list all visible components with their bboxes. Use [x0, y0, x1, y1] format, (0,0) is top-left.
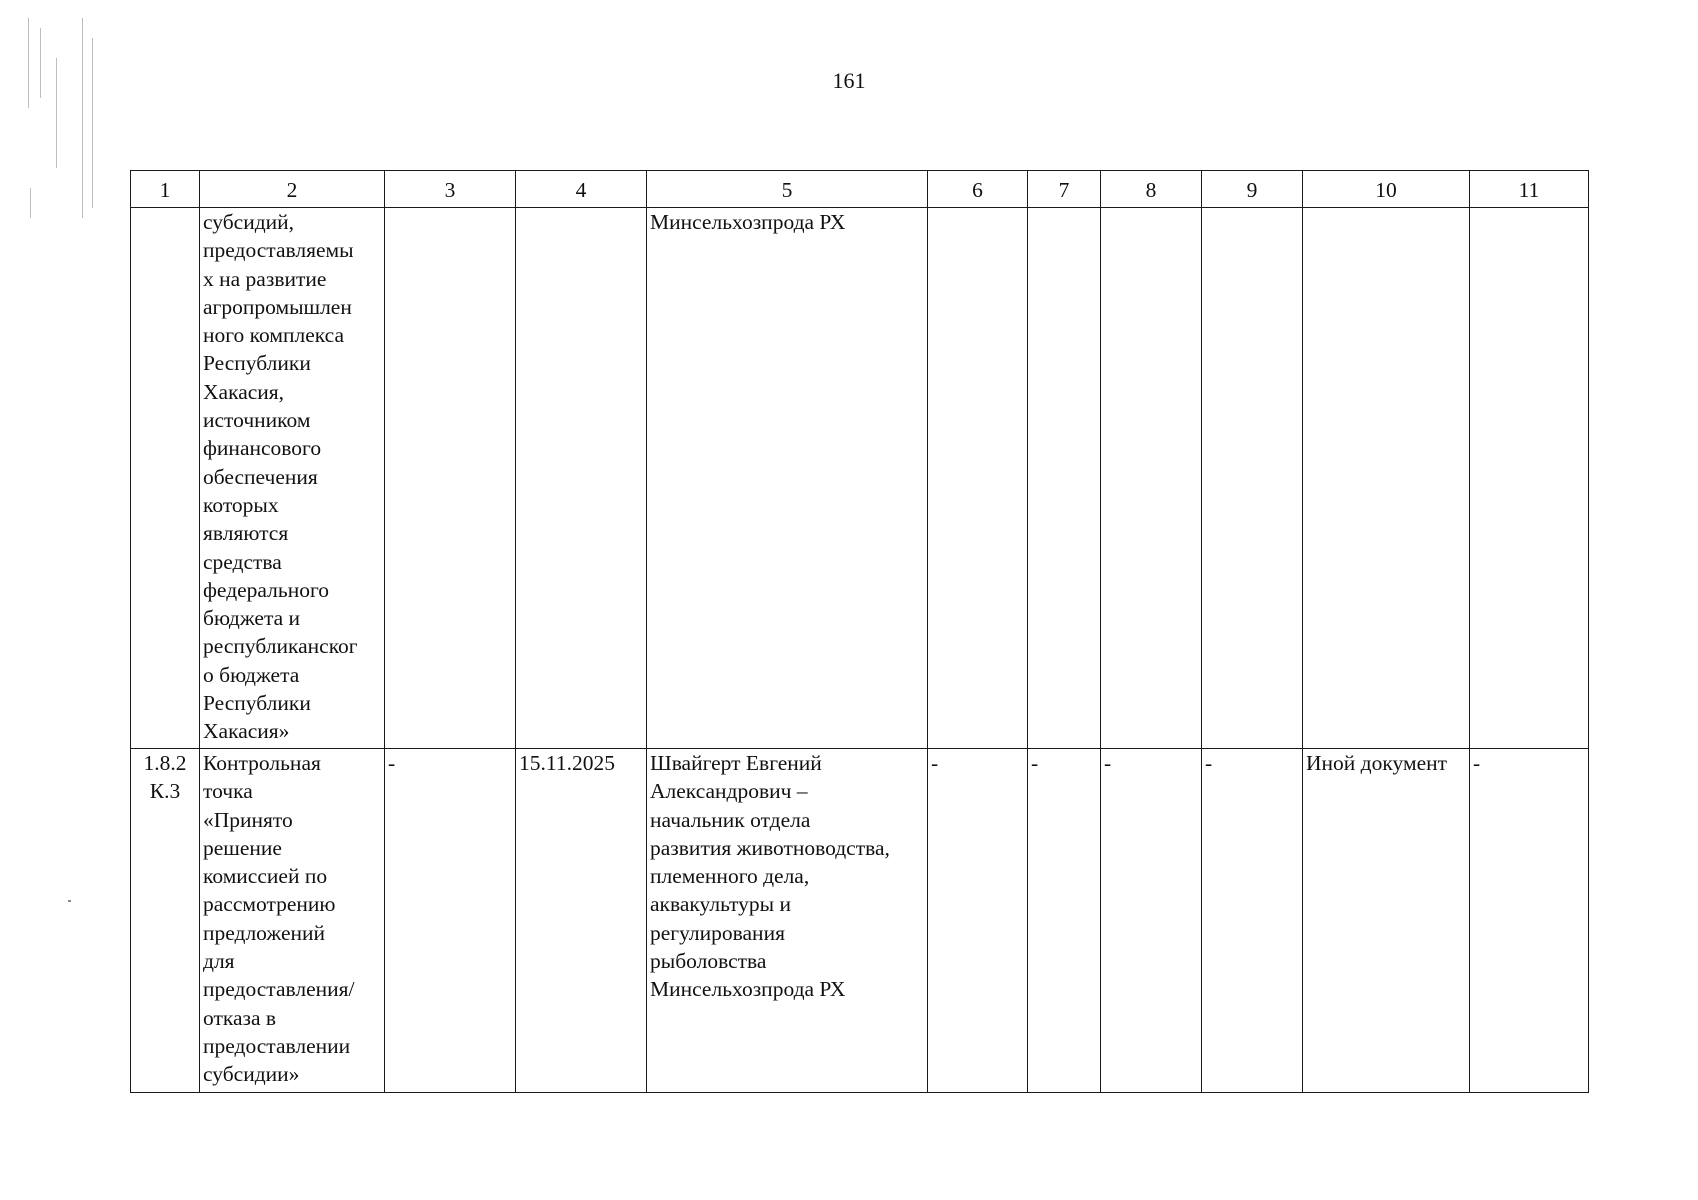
cell-col6: [928, 208, 1028, 749]
cell-col7: -: [1028, 749, 1101, 1093]
cell-col3: -: [385, 749, 516, 1093]
cell-responsible: Минсельхозпрода РХ: [647, 208, 928, 749]
cell-name: Контрольная точка «Принято решение комиссией по рассмотрению предложений для предоставления/ отказа в предоставлении субсидии»: [200, 749, 385, 1093]
column-header-2: 2: [200, 171, 385, 208]
column-header-11: 11: [1470, 171, 1589, 208]
column-header-3: 3: [385, 171, 516, 208]
cell-date: [516, 208, 647, 749]
column-header-6: 6: [928, 171, 1028, 208]
cell-name: субсидий, предоставляемы х на развитие агропромышлен ного комплекса Республики Хакасия, источником финансового обеспечения которых являются средства федерального бюджета и республиканског о бюджета Республики Хакасия»: [200, 208, 385, 749]
cell-number: 1.8.2 К.3: [131, 749, 200, 1093]
column-header-10: 10: [1303, 171, 1470, 208]
cell-col8: -: [1101, 749, 1202, 1093]
cell-document: Иной документ: [1303, 749, 1470, 1093]
cell-col11: [1470, 208, 1589, 749]
cell-col9: [1202, 208, 1303, 749]
cell-col6: -: [928, 749, 1028, 1093]
table-row: [131, 749, 1589, 1093]
scan-dot-artifact: [68, 900, 71, 902]
cell-responsible: Швайгерт Евгений Александрович – начальник отдела развития животноводства, племенного дела, аквакультуры и регулирования рыболовства Минсельхозпрода РХ: [647, 749, 928, 1093]
table-header-row: [131, 171, 1589, 208]
cell-col11: -: [1470, 749, 1589, 1093]
cell-number: [131, 208, 200, 749]
scan-margin-artifact: [22, 18, 102, 228]
column-header-7: 7: [1028, 171, 1101, 208]
column-header-8: 8: [1101, 171, 1202, 208]
cell-col3: [385, 208, 516, 749]
page-number: 161: [832, 68, 866, 93]
cell-col8: [1101, 208, 1202, 749]
cell-col7: [1028, 208, 1101, 749]
cell-date: 15.11.2025: [516, 749, 647, 1093]
column-header-1: 1: [131, 171, 200, 208]
column-header-5: 5: [647, 171, 928, 208]
column-header-9: 9: [1202, 171, 1303, 208]
document-table: [130, 170, 1589, 1093]
table-row: [131, 208, 1589, 749]
column-header-4: 4: [516, 171, 647, 208]
cell-col9: -: [1202, 749, 1303, 1093]
cell-document: [1303, 208, 1470, 749]
